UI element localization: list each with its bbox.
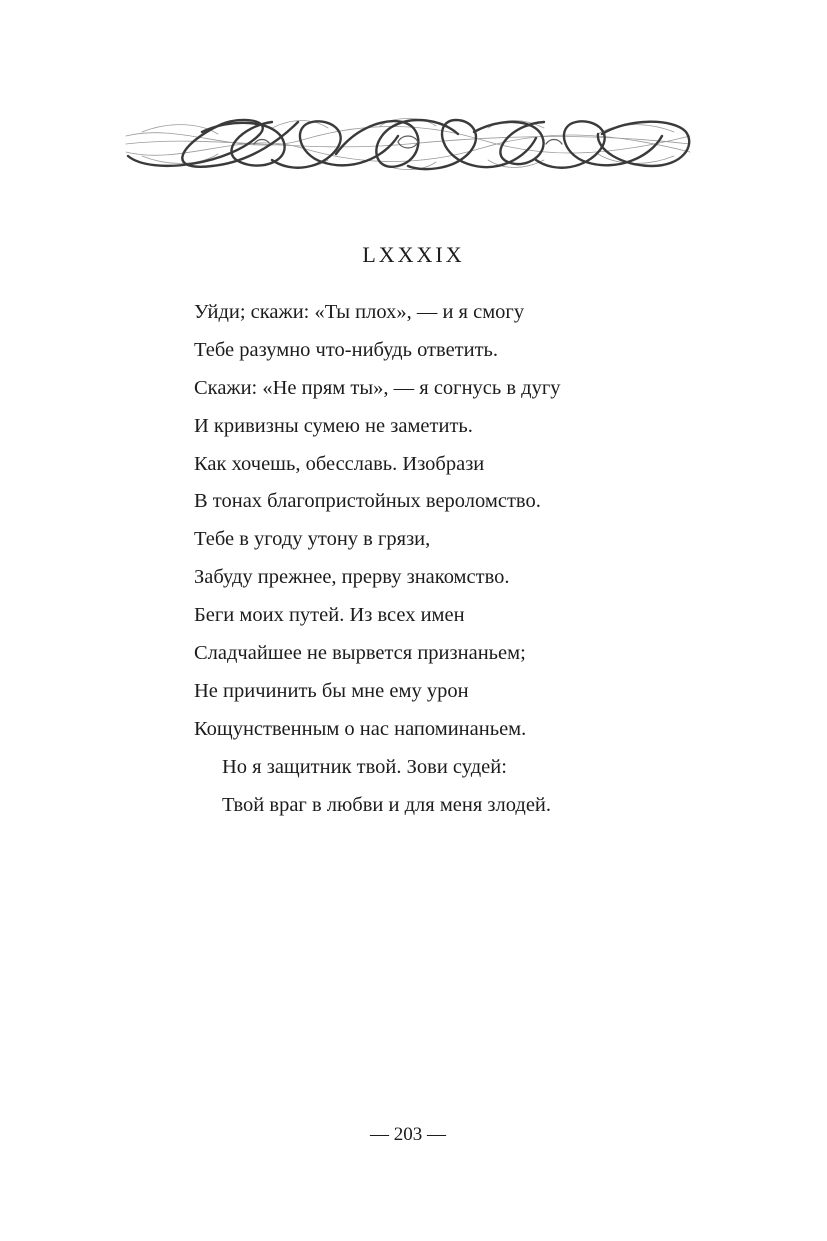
poem-line: Как хочешь, обесславь. Изобрази (194, 452, 485, 475)
poem-line: В тонах благопристойных вероломство. (194, 490, 541, 513)
poem-line: И кривизны сумею не заметить. (194, 414, 473, 437)
poem-couplet-line: Но я защитник твой. Зови судей: (222, 755, 507, 778)
ornamental-divider-icon (122, 114, 694, 172)
poem-line: Сладчайшее не вырвется признаньем; (194, 642, 526, 665)
poem-line: Тебе в угоду утону в грязи, (194, 528, 431, 551)
poem-line: Не причинить бы мне ему урон (194, 679, 469, 702)
poem-line: Беги моих путей. Из всех имен (194, 604, 465, 627)
poem-line: Тебе разумно что-нибудь ответить. (194, 338, 499, 361)
poem-body (194, 294, 754, 824)
poem-line: Забуду прежнее, прерву знакомство. (194, 566, 510, 589)
poem-line: Кощунственным о нас напоминаньем. (194, 717, 527, 740)
page-number: — 203 — (370, 1124, 446, 1145)
poem-line: Уйди; скажи: «Ты плох», — и я смогу (194, 301, 525, 323)
poem-line: Скажи: «Не прям ты», — я согнусь в дугу (194, 376, 561, 399)
poem-couplet-line: Твой враг в любви и для меня злодей. (222, 793, 552, 816)
poem-heading: LXXXIX (362, 242, 465, 267)
